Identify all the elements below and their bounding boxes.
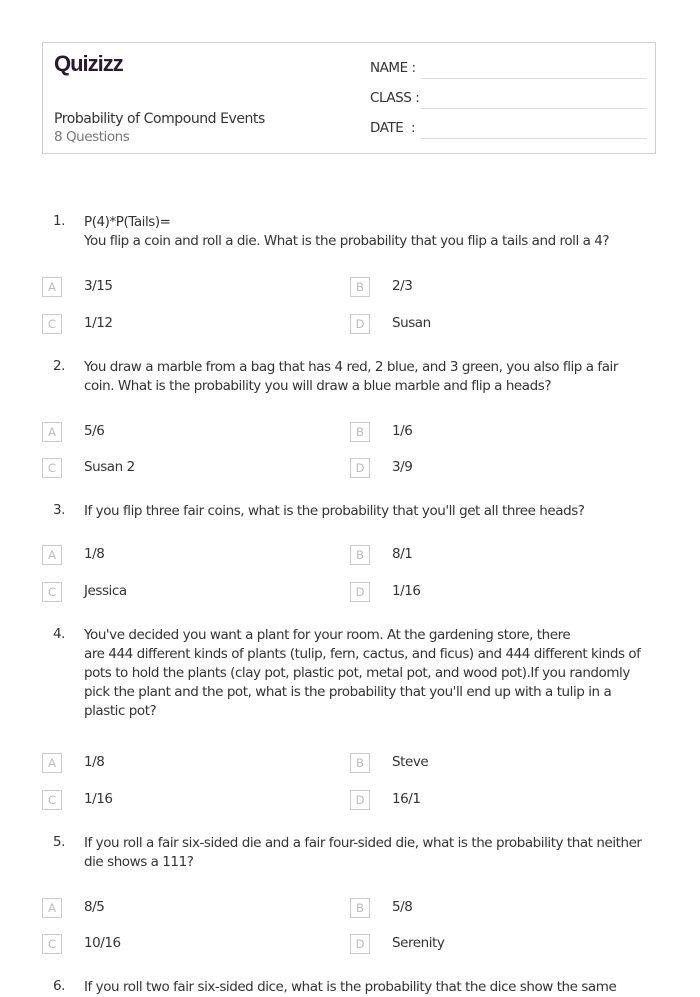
option-text: 10/16 — [84, 935, 121, 951]
class-label: CLASS : — [370, 90, 420, 106]
class-line — [421, 108, 647, 109]
option-text: 8/5 — [84, 899, 105, 915]
option-letter: C — [42, 458, 62, 478]
date-line — [421, 138, 647, 139]
date-label: DATE : — [370, 120, 416, 136]
question-text — [84, 978, 660, 997]
question-text — [84, 213, 660, 251]
quizizz-logo: Quizizz — [54, 51, 123, 76]
question-number: 6. — [53, 978, 65, 994]
question-line: die shows a 111? — [84, 854, 194, 870]
question-line: If you roll a fair six-sided die and a fair four-sided die, what is the probability that neither — [84, 835, 642, 851]
option-text: 5/6 — [84, 423, 105, 439]
question-line: If you flip three fair coins, what is the probability that you'll get all three heads? — [84, 503, 585, 519]
question-line: are 444 different kinds of plants (tulip, fern, cactus, and ficus) and 444 different kinds of — [84, 646, 641, 662]
option-letter: D — [350, 582, 370, 602]
question-line: You draw a marble from a bag that has 4 red, 2 blue, and 3 green, you also flip a fair — [84, 359, 618, 375]
question-count: 8 Questions — [54, 129, 130, 145]
option-text: 1/8 — [84, 754, 105, 770]
name-label: NAME : — [370, 60, 416, 76]
option-text: 3/9 — [392, 459, 413, 475]
option-text: Susan 2 — [84, 459, 135, 475]
question-number: 5. — [53, 834, 65, 850]
worksheet-title: Probability of Compound Events — [54, 111, 265, 127]
question-number: 3. — [53, 502, 65, 518]
option-letter: A — [42, 898, 62, 918]
question-number: 1. — [53, 213, 65, 229]
worksheet-header — [42, 42, 656, 154]
question-line: P(4)*P(Tails)= — [84, 214, 171, 230]
option-letter: C — [42, 314, 62, 334]
name-line — [421, 78, 647, 79]
question-number: 2. — [53, 358, 65, 374]
option-text: 8/1 — [392, 546, 413, 562]
question-text — [84, 502, 660, 521]
option-text: Steve — [392, 754, 429, 770]
question-line: pots to hold the plants (clay pot, plastic pot, metal pot, and wood pot).If you randomly — [84, 665, 630, 681]
option-letter: B — [350, 277, 370, 297]
question-text — [84, 626, 660, 721]
option-text: 1/8 — [84, 546, 105, 562]
option-text: 1/16 — [84, 791, 113, 807]
option-text: Serenity — [392, 935, 445, 951]
option-text: 2/3 — [392, 278, 413, 294]
option-text: 5/8 — [392, 899, 413, 915]
option-letter: B — [350, 545, 370, 565]
option-text: 1/6 — [392, 423, 413, 439]
question-text — [84, 358, 660, 396]
option-letter: D — [350, 314, 370, 334]
question-text — [84, 834, 660, 872]
option-letter: A — [42, 545, 62, 565]
option-letter: A — [42, 277, 62, 297]
option-letter: B — [350, 422, 370, 442]
option-letter: D — [350, 934, 370, 954]
option-letter: D — [350, 790, 370, 810]
question-line: coin. What is the probability you will draw a blue marble and flip a heads? — [84, 378, 552, 394]
option-letter: B — [350, 898, 370, 918]
option-text: Jessica — [84, 583, 127, 599]
option-letter: C — [42, 934, 62, 954]
question-line: plastic pot? — [84, 703, 157, 719]
option-text: 16/1 — [392, 791, 421, 807]
question-line: pick the plant and the pot, what is the probability that you'll end up with a tulip in a — [84, 684, 612, 700]
option-text: Susan — [392, 315, 431, 331]
question-number: 4. — [53, 626, 65, 642]
option-letter: B — [350, 753, 370, 773]
question-line: You've decided you want a plant for your room. At the gardening store, there — [84, 627, 571, 643]
option-text: 1/16 — [392, 583, 421, 599]
option-letter: A — [42, 422, 62, 442]
option-letter: C — [42, 582, 62, 602]
option-letter: C — [42, 790, 62, 810]
option-letter: D — [350, 458, 370, 478]
option-text: 1/12 — [84, 315, 113, 331]
question-line: If you roll two fair six-sided dice, what is the probability that the dice show the same — [84, 979, 617, 995]
question-line: You flip a coin and roll a die. What is the probability that you flip a tails and roll a 4? — [84, 233, 610, 249]
option-letter: A — [42, 753, 62, 773]
option-text: 3/15 — [84, 278, 113, 294]
